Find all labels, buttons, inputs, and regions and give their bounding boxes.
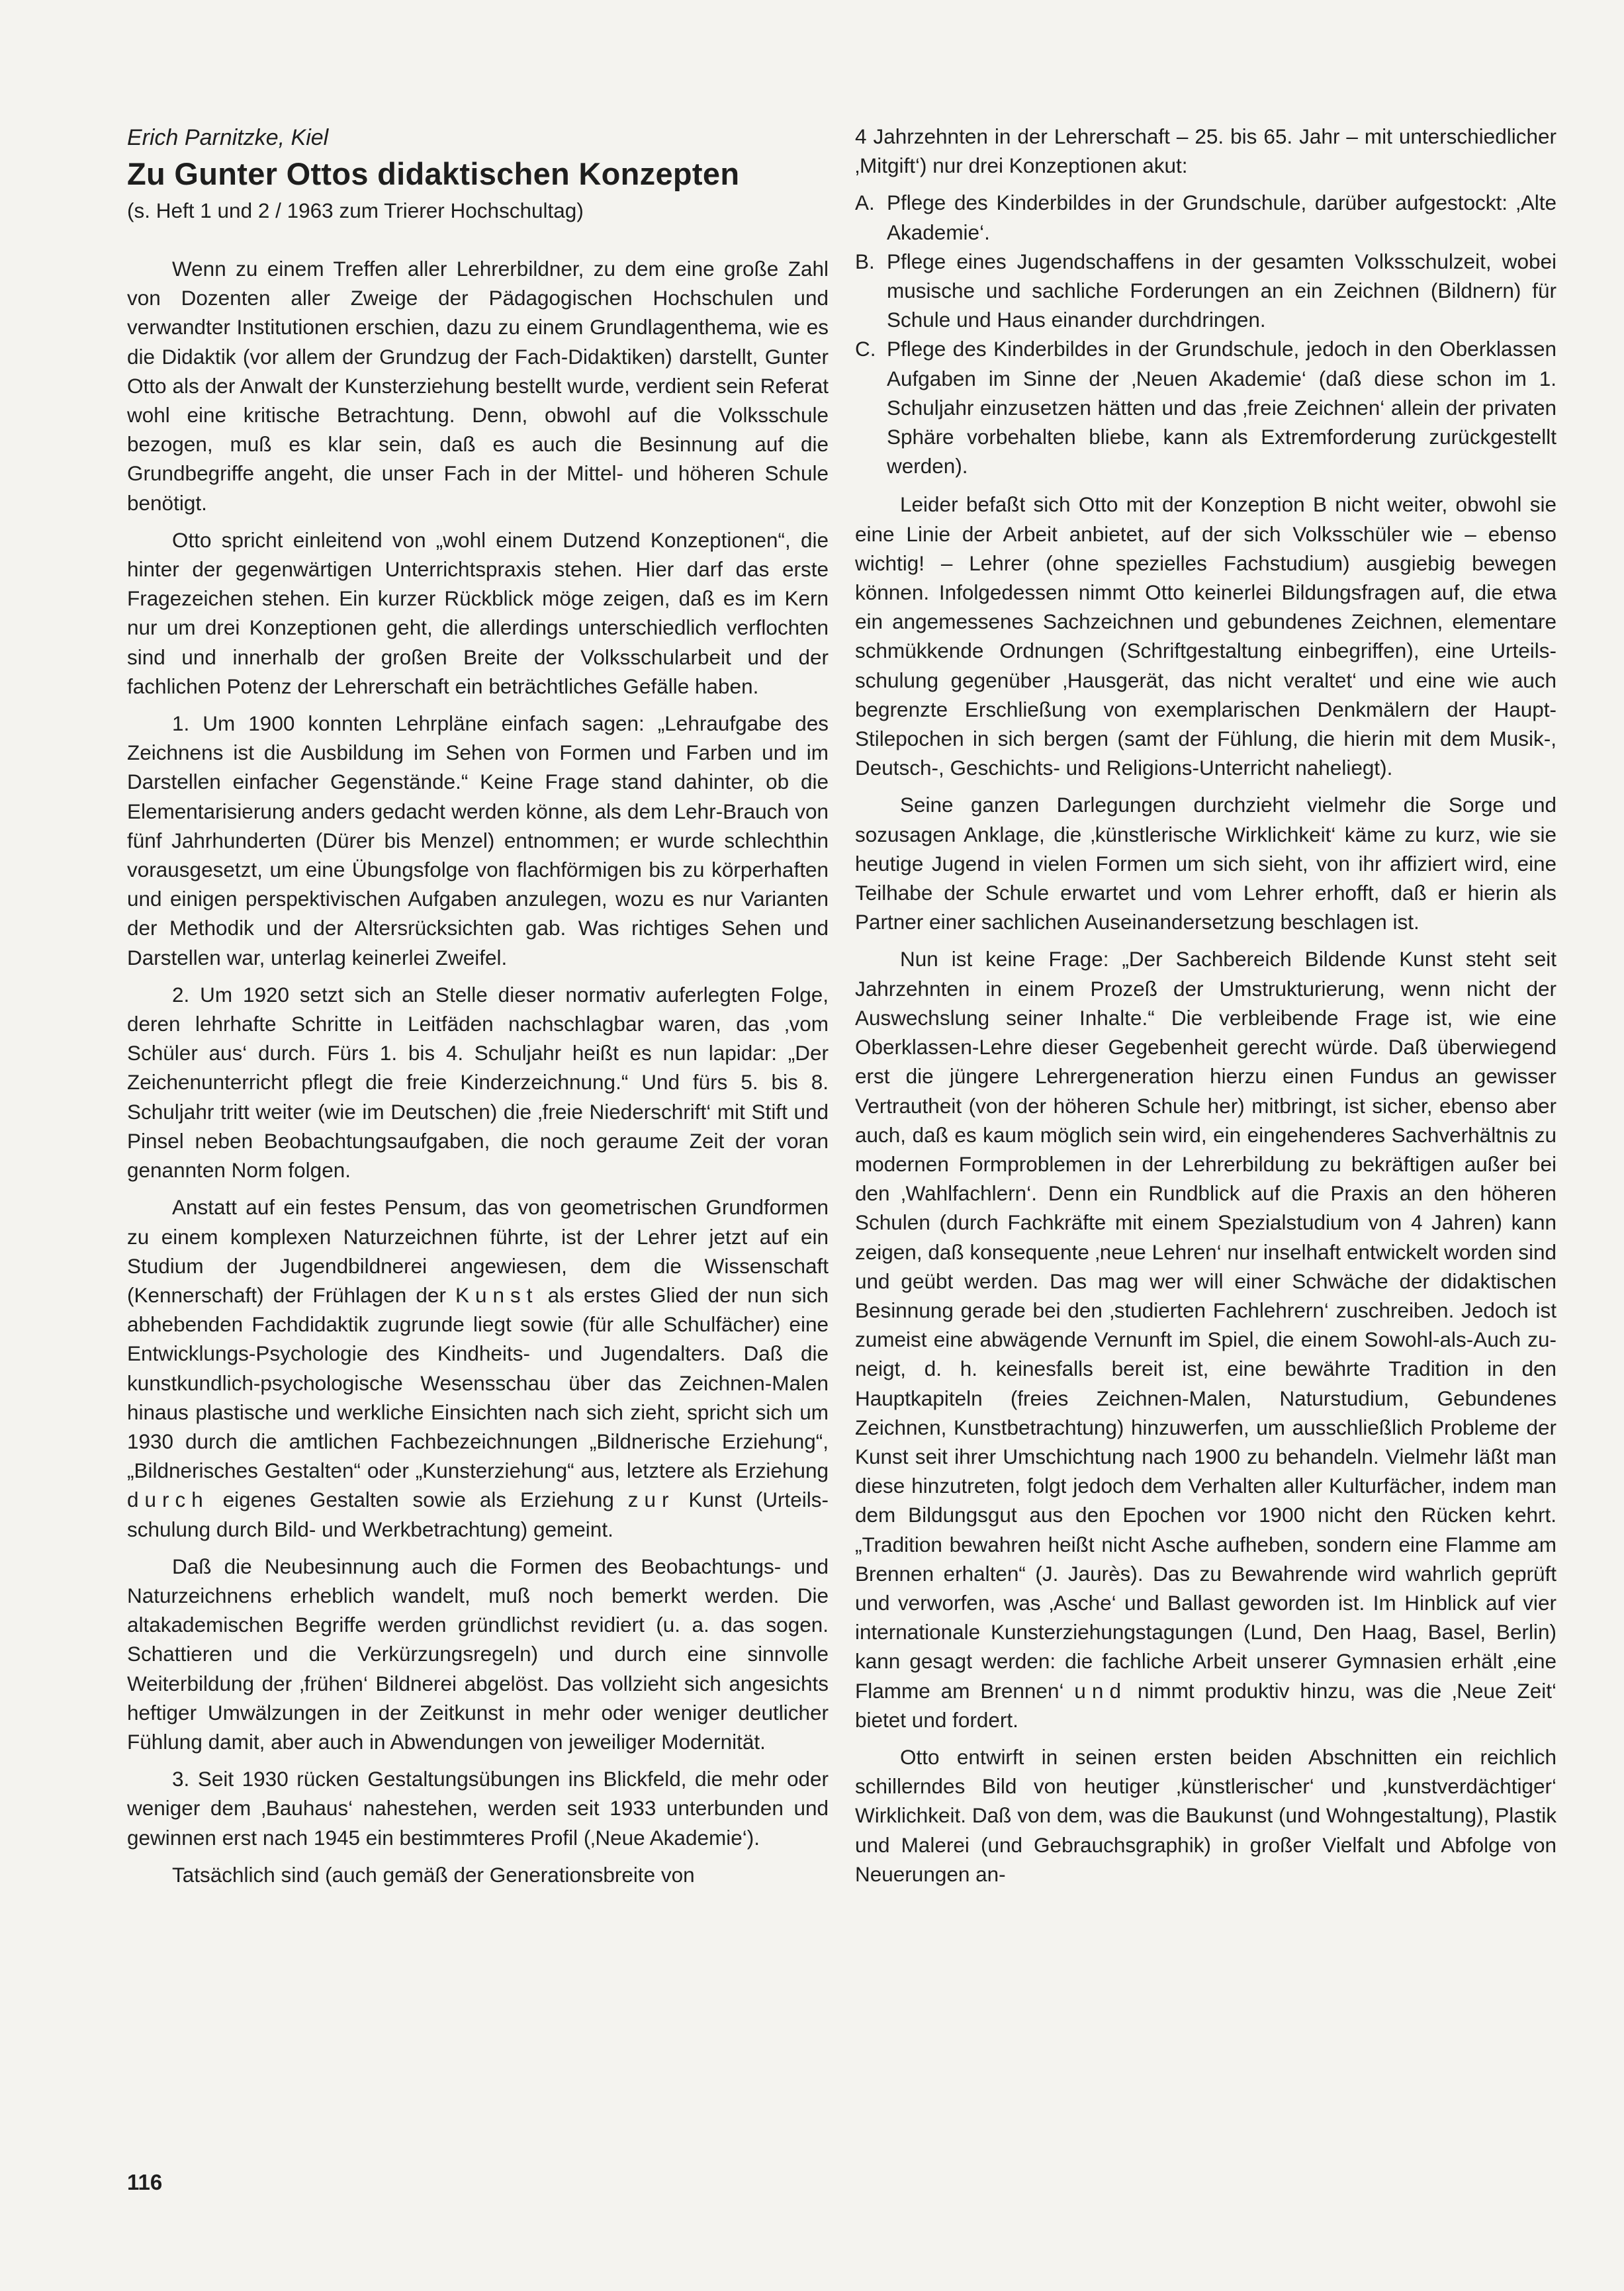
article-subtitle: (s. Heft 1 und 2 / 1963 zum Trierer Hochschultag): [127, 199, 584, 222]
paragraph: Otto entwirft in seinen ersten beiden Abschnitten ein reichlich schillerndes Bild von heutiger ‚künstlerischer‘ und ‚kunstverdächtiger‘ Wirklichkeit. Daß von dem, was die Baukunst (und Wohngestaltung), Plastik und Malerei (und Gebrauchsgraphik) in großer Vielfalt und Abfolge von Neuerungen an-: [855, 1744, 1556, 1886]
list-text: Pflege eines Jugendschaffens in der gesamten Volksschulzeit, wobei musische und sachliche Forderungen an ein Zeichnen (Bildnern) für Schule und Haus einander durchdringen.: [887, 249, 1556, 332]
left-column: [127, 122, 829, 1897]
list-marker: C.: [855, 337, 876, 361]
paragraph: 4 Jahrzehnten in der Lehrerschaft – 25. bis 65. Jahr – mit unterschiedlicher ‚Mitgift‘) nur drei Konzeptionen akut:: [855, 124, 1556, 178]
paragraph: Wenn zu einem Treffen aller Lehrerbildner, zu dem eine große Zahl von Dozenten aller Zweige der Pädagogischen Hochschulen und verwandter Institutionen erschien, dazu zu einem Grundlagenthema, wie es die Didaktik (vor allem der Grundzug der Fach-Didaktiken) darstellt, Gunter Otto als der Anwalt der Kunsterziehung bestellt wurde, verdient sein Referat wohl eine kritische Betrachtung. Denn, obwohl auf die Volksschule bezogen, muß es klar sein, daß es auch die Besinnung auf die Grundbegriffe angeht, die unser Fach in der Mittel- und höheren Schule benötigt.: [127, 257, 829, 515]
paragraph: 2. Um 1920 setzt sich an Stelle dieser normativ auferlegten Folge, deren lehrhafte Schritte in Leitfäden nachschlagbar waren, das ‚vom Schüler aus‘ durch. Fürs 1. bis 4. Schuljahr heißt es nun lapidar: „Der Zeichenunterricht pflegt die freie Kinderzeichnung.“ Und fürs 5. bis 8. Schuljahr tritt weiter (wie im Deutschen) die ‚freie Niederschrift‘ mit Stift und Pinsel neben Beobachtungsaufgaben, die noch geraume Zeit der voran genannten Norm folgen.: [127, 982, 829, 1183]
paragraph: [855, 944, 1556, 1734]
article-title: Zu Gunter Ottos didaktischen Konzepten: [127, 156, 740, 191]
list-item: [855, 334, 1556, 480]
text-run: nimmt produktiv hinzu, was die ‚Neue Zeit‘ bietet und fordert.: [855, 1678, 1556, 1732]
text-run: Kunst (Urteilsschulung durch Bild- und Werkbetrachtung) gemeint.: [127, 1488, 829, 1541]
paragraph: Daß die Neubesinnung auch die Formen des Beobachtungs- und Naturzeichnens erheblich wandelt, muß noch bemerkt werden. Die altakademischen Begriffe werden gründlichst revidiert (u. a. das sogen. Schattieren und die Verkürzungsregeln) und durch eine sinnvolle Weiterbildung der ‚frühen‘ Bildnerei abgelöst. Das vollzieht sich angesichts heftiger Umwälzungen in der Zeitkunst in mehr oder weniger deutlicher Fühlung damit, aber auch in Abwendungen von jeweiliger Modernität.: [127, 1554, 829, 1754]
list-marker: B.: [855, 249, 875, 273]
text-run: als erstes Glied der nun sich abhebenden Fachdidaktik zugrunde liegt sowie (für alle Schulfächer) eine Entwicklungs-Psychologie des Kindheits- und Jugendalters. Daß die kunstkundlich-psychologische Wesensschau über das Zeichnen-Malen hinaus plastische und werkliche Einsichten nach sich zieht, spricht sich um 1930 durch die amtlichen Fachbezeichnungen „Bildnerische Erziehung“, „Bildnerisches Gestalten“ oder „Kunsterziehung“ aus, letztere als Erziehung: [127, 1282, 829, 1483]
right-column: [855, 122, 1556, 1897]
paragraph: Otto spricht einleitend von „wohl einem Dutzend Konzeptionen“, die hinter der gegenwärtigen Unterrichtspraxis stehen. Hier darf das erste Fragezeichen stehen. Ein kurzer Rückblick möge zeigen, daß es im Kern nur um drei Konzeptionen geht, die allerdings unterschiedlich verflochten sind und innerhalb der großen Breite der Volksschularbeit und der fachlichen Potenz der Lehrerschaft ein beträchtliches Gefälle haben.: [127, 527, 829, 698]
conception-list: [855, 188, 1556, 480]
emphasis-spaced: Kunst: [455, 1282, 539, 1307]
paragraph: 1. Um 1900 konnten Lehrpläne einfach sagen: „Lehraufgabe des Zeichnens ist die Ausbildung im Sehen von Formen und Farben und im Darstellen einfacher Gegenstände.“ Keine Frage stand dahinter, ob die Elementarisierung anders gedacht werden könne, als dem Lehr-Brauch von fünf Jahrhunderten (Dürer bis Menzel) entnommen; er wurde schlechthin vorausgesetzt, um eine Übungsfolge von flachförmigen bis zu körperhaften und einigen perspektivischen Aufgaben anzulegen, wozu es nur Varianten der Methodik und der Altersrücksichten gab. Was richtiges Sehen und Darstellen war, unterlag keinerlei Zweifel.: [127, 711, 829, 969]
list-marker: A.: [855, 191, 875, 215]
text-run: Anstatt auf ein festes Pensum, das von geometrischen Grundformen zu einem komplexen Naturzeichnen führte, ist der Lehrer jetzt auf ein Studium der Jugendbildnerei angewiesen, dem die Wissenschaft (Kennerschaft) der Frühlagen der: [127, 1195, 829, 1307]
list-item: [855, 188, 1556, 246]
text-run: Nun ist keine Frage: „Der Sachbereich Bildende Kunst steht seit Jahrzehnten in einem Prozeß der Umstrukturierung, wenn nicht der Auswechslung seiner Inhalte.“ Die verbleibende Frage ist, wie eine Oberklassen-Lehre dieser Gegebenheit gerecht würde. Daß überwiegend erst die jüngere Lehrergeneration hierzu einen Fundus an gewisser Vertrautheit (von der höheren Schule her) mitbringt, ist sicher, ebenso aber auch, daß es kaum möglich sein wird, ein eingehenderes Sachverhältnis zu modernen Formproblemen in der Lehrerbildung zu bekräftigen außer bei den ‚Wahlfachlern‘. Denn ein Rundblick auf die Praxis an den höheren Schulen (durch Fachkräfte mit einem Spezialstudium von 4 Jahren) kann zeigen, daß konsequente ‚neue Lehren‘ nur inselhaft entwickelt worden sind und geübt werden. Das mag wer will einer Schwäche der didaktischen Besinnung gerade bei den ‚studierten Fachlehrern‘ zuschreiben. Jedoch ist zumeist eine abwägende Vernunft im Spiel, die einem Sowohl-als-Auch zuneigt, d. h. keinesfalls bereit ist, eine bewährte Tradition in den Hauptkapiteln (freies Zeichnen-Malen, Naturstudium, Gebundenes Zeichnen, Kunstbetrachtung) hinzuwerfen, um ausschließlich Probleme der Kunst seit ihrer Umschichtung nach 1900 zu behandeln. Vielmehr läßt man diese hinzutreten, folgt jedoch dem Verhalten aller Kulturfächer, indem man dem Bildungsgut aus den Epochen vor 1900 nicht den Rücken kehrt. „Tradition bewahren heißt nicht Asche aufheben, sondern eine Flamme am Brennen erhalten“ (J. Jaurès). Das zu Bewahrende wird wahrlich geprüft und verworfen, was ‚Asche‘ und Ballast geworden ist. Im Hinblick auf vier internationale Kunsterziehungstagungen (Lund, Den Haag, Basel, Berlin) kann gesagt werden: die fachliche Arbeit unserer Gymnasien erhält ‚eine Flamme am Brennen‘: [855, 947, 1556, 1703]
list-item: [855, 247, 1556, 335]
article-author: Erich Parnitzke, Kiel: [127, 125, 329, 150]
list-text: Pflege des Kinderbildes in der Grundschule, darüber aufgestockt: ‚Alte Akademie‘.: [887, 191, 1556, 244]
paragraph: [127, 1192, 829, 1543]
paragraph: Tatsächlich sind (auch gemäß der Generationsbreite von: [172, 1862, 695, 1887]
text-run: eigenes Gestalten sowie als Erziehung: [222, 1488, 614, 1512]
page-number: 116: [127, 2170, 163, 2194]
paragraph: Seine ganzen Darlegungen durchzieht vielmehr die Sorge und sozusagen Anklage, die ‚künstlerische Wirklichkeit‘ käme zu kurz, wie sie heutige Jugend in vielen Formen um sich sieht, von ihr affiziert wird, eine Teilhabe der Schule erwartet und vom Lehrer erhofft, daß er hierin als Partner einer sachlichen Auseinandersetzung beschlagen ist.: [855, 793, 1556, 934]
emphasis-spaced: und: [1074, 1678, 1127, 1703]
paragraph: 3. Seit 1930 rücken Gestaltungsübungen ins Blickfeld, die mehr oder weniger dem ‚Bauhaus‘ nahestehen, werden seit 1933 unterbunden und gewinnen erst nach 1945 ein bestimmteres Profil (‚Neue Akademie‘).: [127, 1767, 829, 1850]
paragraph: Leider befaßt sich Otto mit der Konzeption B nicht weiter, obwohl sie eine Linie der Arbeit anbietet, auf der sich Volksschüler wie – ebenso wichtig! – Lehrer (ohne spezielles Fachstudium) ausgiebig bewegen können. Infolgedessen nimmt Otto keinerlei Bildungsfragen auf, die etwa ein angemessenes Sachzeichnen und gebundenes Zeichnen, elementare schmükkende Ordnungen (Schriftgestaltung einbegriffen), eine Urteilsschulung gegenüber ‚Hausgerät, das nicht veraltet‘ und eine wie auch begrenzte Erschließung von exemplarischen Denkmälern der Haupt-Stilepochen in sich bergen (samt der Fühlung, die hierin mit dem Musik-, Deutsch-, Geschichts- und Religions-Unterricht naheliegt).: [855, 492, 1556, 780]
emphasis-spaced: durch: [127, 1488, 209, 1512]
emphasis-spaced: zur: [627, 1488, 675, 1512]
list-text: Pflege des Kinderbildes in der Grundschule, jedoch in den Oberklassen Aufgaben im Sinne der ‚Neuen Akademie‘ (daß diese schon im 1. Schuljahr einzusetzen hätten und das ‚freie Zeichnen‘ allein der privaten Sphäre vorbehalten bliebe, kann als Extremforderung zurückgestellt werden).: [887, 337, 1556, 478]
